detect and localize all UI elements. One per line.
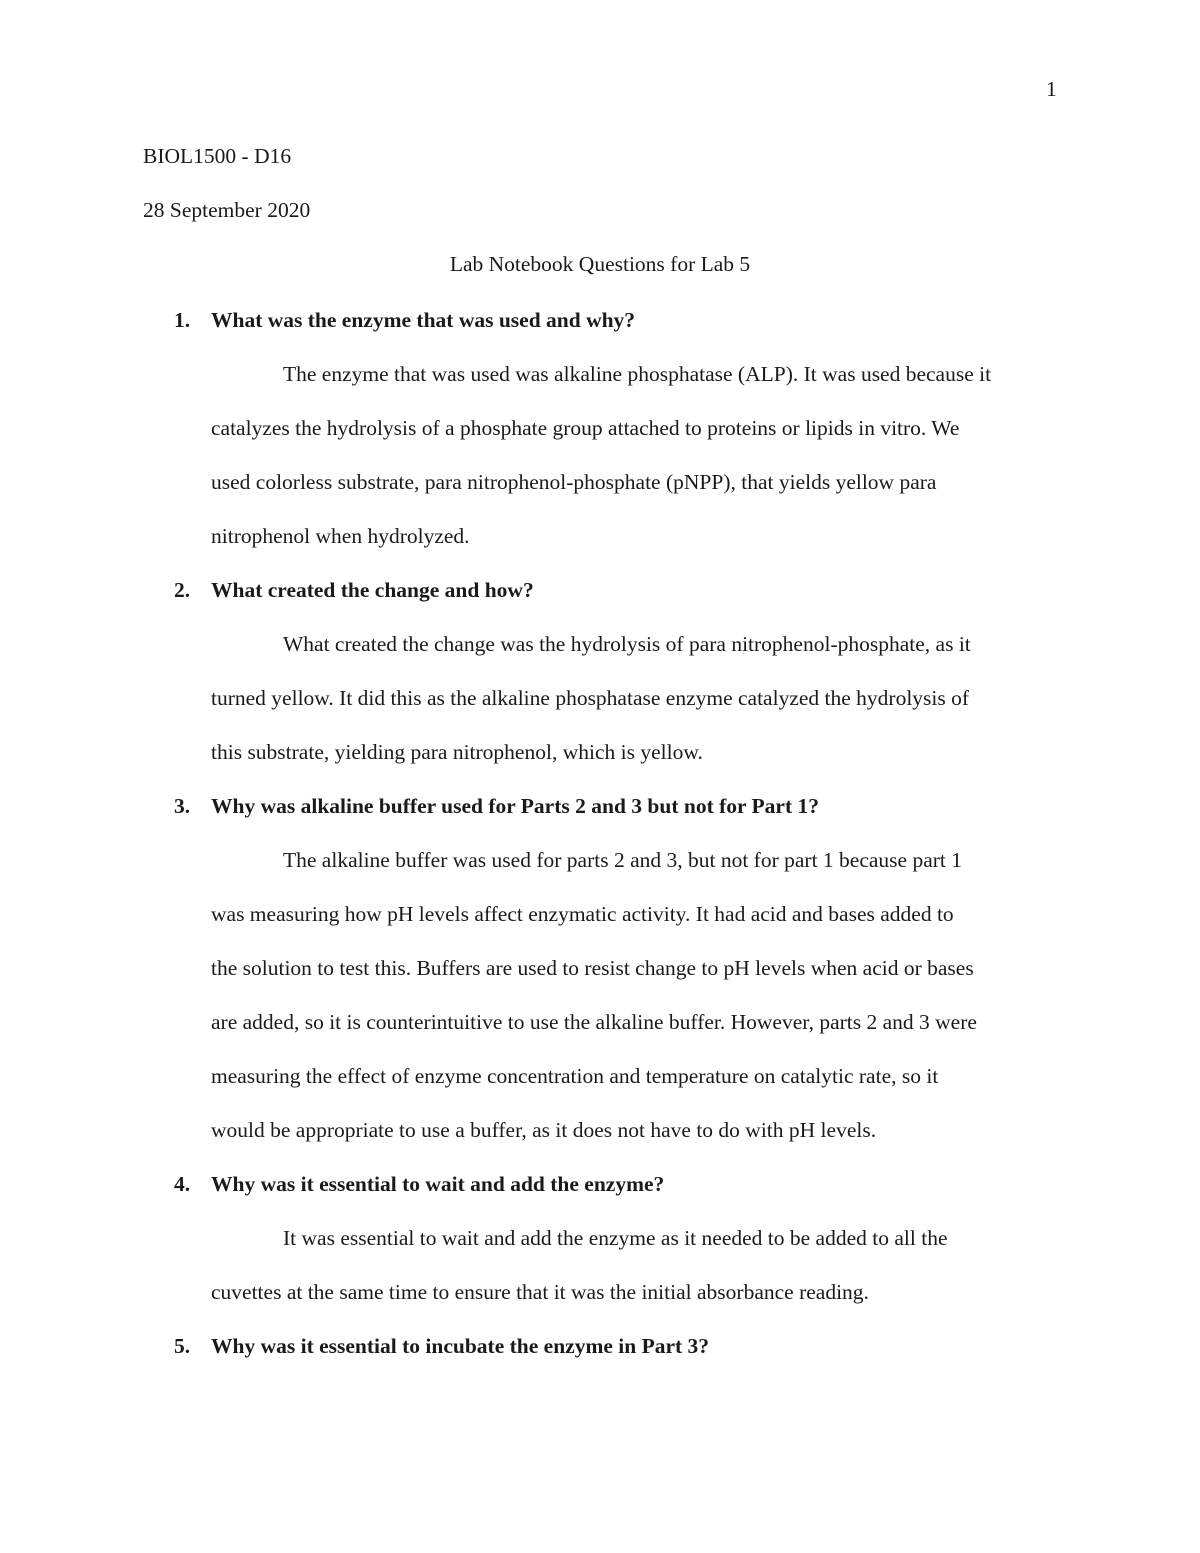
question-text: Why was it essential to wait and add the enzyme?	[211, 1172, 665, 1196]
answer-line: cuvettes at the same time to ensure that it was the initial absorbance reading.	[211, 1280, 869, 1304]
answer-line: The alkaline buffer was used for parts 2 and 3, but not for part 1 because part 1	[283, 848, 963, 872]
answer-line: nitrophenol when hydrolyzed.	[211, 524, 470, 548]
question-number: 5.	[174, 1334, 191, 1358]
question-number: 2.	[174, 578, 191, 602]
question-number: 4.	[174, 1172, 191, 1196]
question-number: 1.	[174, 308, 191, 332]
answer-line: would be appropriate to use a buffer, as it does not have to do with pH levels.	[211, 1118, 877, 1142]
question-text: What created the change and how?	[211, 578, 534, 602]
document-date: 28 September 2020	[143, 198, 311, 222]
answer-line: this substrate, yielding para nitrophenol, which is yellow.	[211, 740, 703, 764]
question-text: Why was alkaline buffer used for Parts 2 and 3 but not for Part 1?	[211, 794, 820, 818]
document-title: Lab Notebook Questions for Lab 5	[449, 252, 751, 276]
answer-line: What created the change was the hydrolysis of para nitrophenol-phosphate, as it	[283, 632, 971, 656]
answer-line: measuring the effect of enzyme concentration and temperature on catalytic rate, so it	[211, 1064, 939, 1088]
answer-line: turned yellow. It did this as the alkaline phosphatase enzyme catalyzed the hydrolysis of	[211, 686, 970, 710]
question-number: 3.	[174, 794, 191, 818]
question-text: What was the enzyme that was used and why?	[211, 308, 636, 332]
page-number: 1	[1046, 77, 1057, 101]
answer-line: It was essential to wait and add the enzyme as it needed to be added to all the	[283, 1226, 948, 1250]
question-text: Why was it essential to incubate the enzyme in Part 3?	[211, 1334, 710, 1358]
answer-line: was measuring how pH levels affect enzymatic activity. It had acid and bases added to	[211, 902, 954, 926]
answer-line: are added, so it is counterintuitive to use the alkaline buffer. However, parts 2 and 3 were	[211, 1010, 977, 1034]
answer-line: used colorless substrate, para nitrophenol-phosphate (pNPP), that yields yellow para	[211, 470, 937, 494]
answer-line: catalyzes the hydrolysis of a phosphate group attached to proteins or lipids in vitro. We	[211, 416, 960, 440]
answer-line: the solution to test this. Buffers are used to resist change to pH levels when acid or bases	[211, 956, 974, 980]
course-code: BIOL1500 - D16	[143, 144, 292, 168]
answer-line: The enzyme that was used was alkaline phosphatase (ALP). It was used because it	[283, 362, 992, 386]
